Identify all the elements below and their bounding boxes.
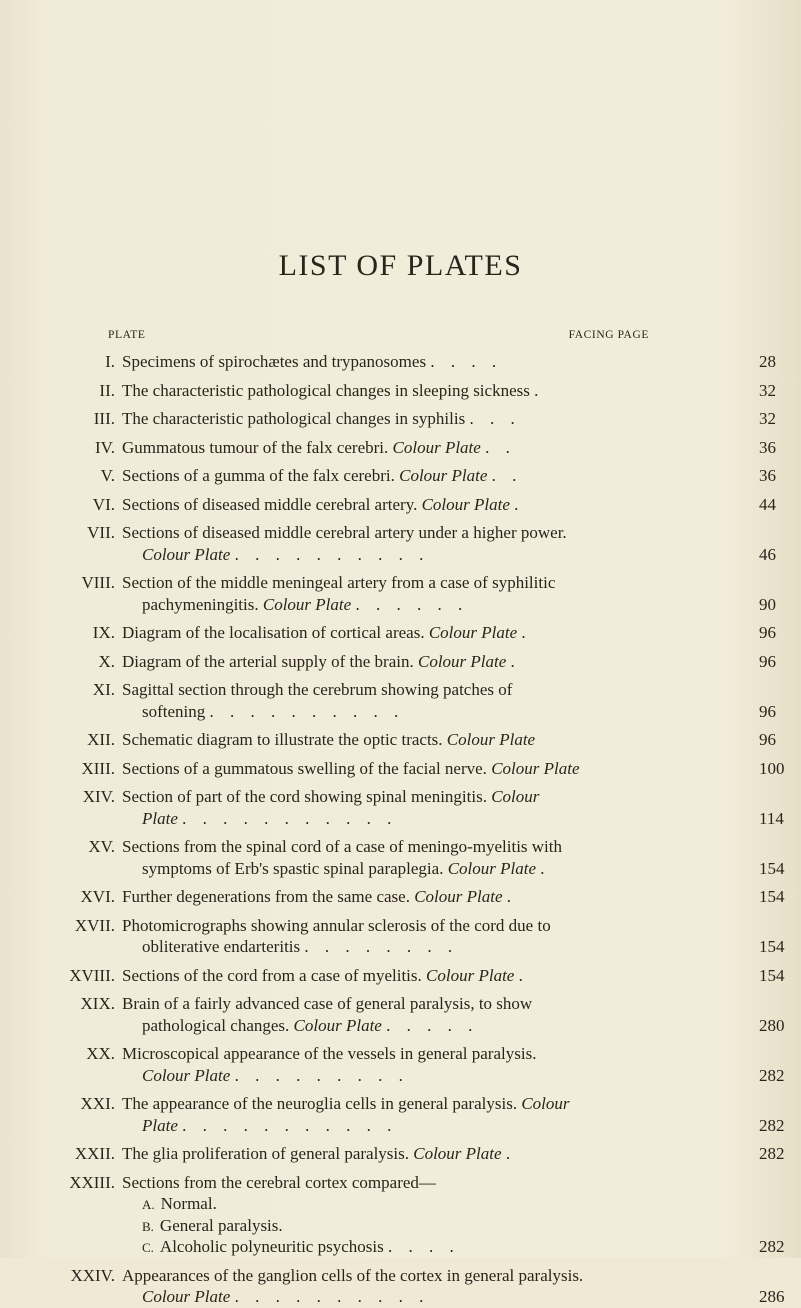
plate-text: Diagram of the localisation of cortical areas.: [122, 623, 425, 642]
entry-gap: [0, 487, 801, 494]
colour-plate-label: Colour Plate: [491, 758, 580, 778]
leader-dots: .: [505, 1144, 517, 1163]
plate-line: [122, 1015, 785, 1037]
plate-line: [122, 836, 647, 858]
leader-dots: . .: [485, 437, 516, 457]
plate-number: XVIII.: [69, 965, 115, 985]
entry-gap: [0, 1258, 801, 1265]
colour-plate-label: Colour: [521, 1094, 570, 1113]
plate-description: [122, 408, 776, 430]
entry-gap: [0, 401, 801, 408]
leader-dots: .: [540, 858, 551, 878]
plate-description: [122, 1043, 785, 1086]
plate-description: [122, 1143, 785, 1165]
plate-text: softening: [142, 701, 206, 721]
entry-gap: [0, 1136, 801, 1143]
plate-number: X.: [98, 651, 115, 671]
plate-text: The characteristic pathological changes in sleeping sickness: [122, 380, 530, 400]
plate-entry: [0, 886, 801, 908]
facing-page-number: 44: [759, 494, 776, 514]
plate-description: [122, 679, 776, 722]
facing-page-number: 36: [759, 437, 776, 457]
plate-text: Section of the middle meningeal artery from a case of syphilitic: [122, 573, 556, 592]
plate-description: [122, 886, 785, 908]
plate-text: Sagittal section through the cerebrum showing patches of: [122, 680, 513, 699]
plate-line: [122, 544, 776, 566]
plate-number: XV.: [88, 837, 115, 856]
plate-entry: [0, 729, 801, 751]
plate-entry: [0, 1172, 801, 1258]
plate-text: pachymeningitis.: [142, 594, 259, 614]
plate-number: XIX.: [80, 994, 115, 1013]
entry-gap: [0, 672, 801, 679]
leader-dots: . . . .: [430, 352, 503, 371]
plate-line: [122, 729, 776, 751]
plate-line: [122, 886, 785, 908]
plate-entry: [0, 494, 801, 516]
plate-text: Sections of a gummatous swelling of the facial nerve.: [122, 758, 487, 778]
entry-gap: [0, 1086, 801, 1093]
entry-gap: [0, 373, 801, 380]
facing-page-number: 282: [759, 1115, 785, 1135]
facing-page-number: 154: [759, 937, 785, 956]
plate-description: [122, 465, 776, 487]
plate-description: [122, 1172, 785, 1258]
entry-gap: [0, 908, 801, 915]
plate-text: Specimens of spirochætes and trypanosomes: [122, 352, 427, 371]
plate-description: [122, 836, 785, 879]
plate-number: II.: [99, 380, 115, 400]
facing-page-number: 96: [759, 730, 776, 749]
entry-gap: [0, 430, 801, 437]
plate-entry: [0, 786, 801, 829]
plate-text: obliterative endarteritis: [142, 937, 301, 956]
facing-page-number: 286: [759, 1287, 785, 1306]
plate-text: Sections of diseased middle cerebral artery under a higher power.: [122, 523, 567, 542]
plate-number: IX.: [92, 623, 115, 642]
plate-description: [122, 965, 785, 987]
plate-description: [122, 494, 776, 516]
facing-page-number: 282: [759, 1065, 785, 1085]
plate-description: [122, 622, 776, 644]
plate-line: [122, 1093, 647, 1115]
entry-gap: [0, 1036, 801, 1043]
plate-description: [122, 1265, 785, 1308]
plate-entry: [0, 1143, 801, 1165]
leader-dots: .: [518, 965, 529, 985]
plate-entry: [0, 1093, 801, 1136]
plate-line: [122, 380, 776, 402]
leader-dots: . . .: [469, 409, 521, 428]
leader-dots: . . . . . . . . . . .: [182, 1115, 398, 1135]
facing-page-number: 282: [759, 1237, 785, 1256]
plate-description: [122, 351, 776, 373]
plate-entry: [0, 758, 801, 780]
entry-gap: [0, 722, 801, 729]
plate-text: symptoms of Erb's spastic spinal paraplegia.: [142, 858, 444, 878]
plate-entry: [0, 1265, 801, 1308]
colour-plate-label: Colour: [491, 787, 540, 806]
plate-line: [122, 351, 776, 373]
plate-line: [122, 965, 785, 987]
plate-line: [122, 679, 647, 701]
plate-text: Appearances of the ganglion cells of the cortex in general paralysis.: [122, 1265, 584, 1285]
colour-plate-label: Colour Plate: [446, 730, 536, 749]
plate-number: XXI.: [80, 1094, 115, 1113]
plate-text: General paralysis.: [159, 1215, 283, 1235]
facing-page-number: 96: [759, 701, 776, 721]
entry-gap: [0, 879, 801, 886]
leader-dots: . . . . . .: [355, 594, 469, 614]
plate-description: [122, 786, 784, 829]
plate-entry: [0, 915, 801, 958]
entry-gap: [0, 986, 801, 993]
plate-entry: [0, 408, 801, 430]
leader-dots: .: [514, 494, 525, 514]
plate-number: XXIII.: [69, 1172, 115, 1192]
plate-number: VII.: [87, 523, 115, 542]
leader-dots: . . . . .: [386, 1015, 479, 1035]
leader-dots: . . . . . . . . . .: [234, 544, 430, 564]
sub-item-label: C.: [142, 1240, 154, 1255]
plate-line: [122, 808, 784, 830]
leader-dots: . . . . . . . .: [304, 937, 459, 956]
sub-item-label: A.: [142, 1197, 155, 1212]
facing-page-number: 154: [759, 887, 785, 906]
leader-dots: .: [521, 623, 532, 642]
plate-line: [122, 1193, 647, 1215]
colour-plate-label: Colour Plate: [428, 623, 518, 642]
plate-line: [122, 1286, 785, 1308]
leader-dots: . . . .: [387, 1237, 460, 1256]
plate-entry: [0, 836, 801, 879]
plate-number: V.: [100, 466, 115, 485]
plate-line: [122, 915, 647, 937]
plate-text: pathological changes.: [142, 1015, 290, 1035]
colour-plate-label: Colour Plate: [414, 887, 503, 906]
plate-description: [122, 993, 785, 1036]
facing-page-number: 282: [759, 1144, 785, 1163]
leader-dots: . . . . . . . . . .: [209, 701, 405, 721]
plate-number: III.: [93, 409, 115, 428]
plate-number: VIII.: [81, 573, 115, 592]
plate-line: [122, 1172, 647, 1194]
plate-description: [122, 1093, 785, 1136]
plate-line: [122, 408, 776, 430]
plate-line: [122, 572, 647, 594]
plate-number: XII.: [87, 730, 115, 749]
leader-dots: .: [510, 651, 521, 671]
plate-line: [122, 1215, 647, 1237]
plate-entry: [0, 465, 801, 487]
plate-text: The glia proliferation of general paralysis.: [122, 1144, 409, 1163]
plate-line: [122, 1065, 785, 1087]
plate-entry: [0, 622, 801, 644]
plate-line: [122, 858, 785, 880]
plate-text: Sections from the spinal cord of a case of meningo-myelitis with: [122, 837, 563, 856]
facing-page-number: 114: [759, 808, 784, 828]
plate-entry: [0, 679, 801, 722]
plate-text: Further degenerations from the same case.: [122, 887, 410, 906]
plate-entry: [0, 965, 801, 987]
page-title: LIST OF PLATES: [278, 249, 523, 283]
plate-description: [122, 522, 776, 565]
colour-plate-label: Colour Plate: [142, 1065, 231, 1085]
facing-page-number: 32: [759, 409, 776, 428]
plate-text: Diagram of the arterial supply of the brain.: [122, 651, 414, 671]
plate-line: [122, 993, 647, 1015]
plate-text: Photomicrographs showing annular sclerosis of the cord due to: [122, 915, 551, 935]
plate-description: [122, 572, 776, 615]
column-header-plate: PLATE: [108, 329, 146, 341]
plate-text: Schematic diagram to illustrate the optic tracts.: [122, 730, 443, 749]
plate-text: Section of part of the cord showing spinal meningitis.: [122, 787, 487, 806]
plate-line: [122, 758, 785, 780]
colour-plate-label: Colour Plate: [421, 494, 510, 514]
plate-description: [122, 758, 785, 780]
plate-number: XIV.: [82, 787, 115, 806]
plate-number: XVII.: [74, 915, 115, 935]
plate-line: [122, 701, 776, 723]
entry-gap: [0, 615, 801, 622]
column-header-facing-page: FACING PAGE: [568, 329, 649, 341]
colour-plate-label: Colour Plate: [417, 651, 507, 671]
leader-dots: . .: [491, 466, 523, 485]
plate-text: Sections from the cerebral cortex compared—: [122, 1172, 436, 1192]
plate-text: Sections of diseased middle cerebral artery.: [122, 494, 418, 514]
plate-entry: [0, 351, 801, 373]
plate-line: [122, 1143, 785, 1165]
colour-plate-label: Colour Plate: [447, 858, 537, 878]
plate-text: Brain of a fairly advanced case of general paralysis, to show: [122, 994, 533, 1013]
facing-page-number: 100: [759, 758, 785, 778]
colour-plate-label: Colour Plate: [399, 466, 488, 485]
plate-line: [122, 936, 785, 958]
plate-line: [122, 1043, 647, 1065]
plate-text: The appearance of the neuroglia cells in general paralysis.: [122, 1094, 518, 1113]
plate-text: Alcoholic polyneuritic psychosis: [159, 1237, 384, 1256]
plate-number: I.: [105, 352, 115, 371]
entry-gap: [0, 644, 801, 651]
plate-line: [122, 522, 647, 544]
entry-gap: [0, 751, 801, 758]
colour-plate-label: Plate: [142, 808, 178, 828]
colour-plate-label: Colour Plate: [392, 437, 481, 457]
plate-description: [122, 915, 785, 958]
leader-dots: . . . . . . . . . . .: [182, 808, 398, 828]
facing-page-number: 96: [759, 651, 776, 671]
colour-plate-label: Colour Plate: [142, 544, 231, 564]
plate-text: The characteristic pathological changes in syphilis: [122, 409, 466, 428]
facing-page-number: 28: [759, 352, 776, 371]
plate-text: Microscopical appearance of the vessels in general paralysis.: [122, 1044, 537, 1063]
entry-gap: [0, 458, 801, 465]
plate-number: IV.: [95, 437, 115, 457]
plate-entry: [0, 522, 801, 565]
colour-plate-label: Colour Plate: [413, 1144, 502, 1163]
plates-list: [0, 351, 801, 1308]
colour-plate-label: Colour Plate: [293, 1015, 382, 1035]
facing-page-number: 96: [759, 623, 776, 642]
plate-text: Normal.: [160, 1194, 217, 1213]
plate-description: [122, 380, 776, 402]
plate-text: Sections of the cord from a case of myelitis.: [122, 965, 422, 985]
plate-number: XXIV.: [70, 1265, 115, 1285]
plate-number: XVI.: [80, 887, 115, 906]
plate-line: [122, 786, 647, 808]
leader-dots: . . . . . . . . .: [234, 1065, 409, 1085]
facing-page-number: 36: [759, 466, 776, 485]
plate-number: XXII.: [74, 1144, 115, 1163]
facing-page-number: 154: [759, 858, 785, 878]
entry-gap: [0, 829, 801, 836]
facing-page-number: 32: [759, 380, 776, 400]
plate-entry: [0, 437, 801, 459]
plate-entry: [0, 572, 801, 615]
leader-dots: . . . . . . . . . .: [234, 1287, 430, 1306]
entry-gap: [0, 1165, 801, 1172]
plate-number: XIII.: [81, 758, 115, 778]
entry-gap: [0, 565, 801, 572]
plate-number: XI.: [92, 680, 115, 699]
facing-page-number: 46: [759, 544, 776, 564]
facing-page-number: 154: [759, 965, 785, 985]
plate-line: [122, 1236, 785, 1258]
leader-dots: .: [506, 887, 518, 906]
entry-gap: [0, 958, 801, 965]
facing-page-number: 90: [759, 594, 776, 614]
plate-entry: [0, 380, 801, 402]
colour-plate-label: Plate: [142, 1115, 178, 1135]
entry-gap: [0, 515, 801, 522]
plate-line: [122, 494, 776, 516]
colour-plate-label: Colour Plate: [142, 1287, 231, 1306]
plate-line: [122, 622, 776, 644]
entry-gap: [0, 779, 801, 786]
plate-description: [122, 651, 776, 673]
leader-dots: .: [534, 380, 545, 400]
plate-entry: [0, 651, 801, 673]
plate-line: [122, 594, 776, 616]
plate-description: [122, 729, 776, 751]
plate-line: [122, 465, 776, 487]
plate-entry: [0, 993, 801, 1036]
plate-number: XX.: [86, 1044, 115, 1063]
plate-line: [122, 1115, 785, 1137]
facing-page-number: 280: [759, 1015, 785, 1035]
plate-text: Sections of a gumma of the falx cerebri.: [122, 466, 395, 485]
plate-description: [122, 437, 776, 459]
plate-line: [122, 437, 776, 459]
sub-item-label: B.: [142, 1218, 154, 1234]
plate-text: Gummatous tumour of the falx cerebri.: [122, 437, 389, 457]
plate-number: VI.: [92, 494, 115, 514]
colour-plate-label: Colour Plate: [426, 965, 515, 985]
plate-line: [122, 1265, 647, 1287]
plate-entry: [0, 1043, 801, 1086]
colour-plate-label: Colour Plate: [262, 594, 352, 614]
plate-line: [122, 651, 776, 673]
